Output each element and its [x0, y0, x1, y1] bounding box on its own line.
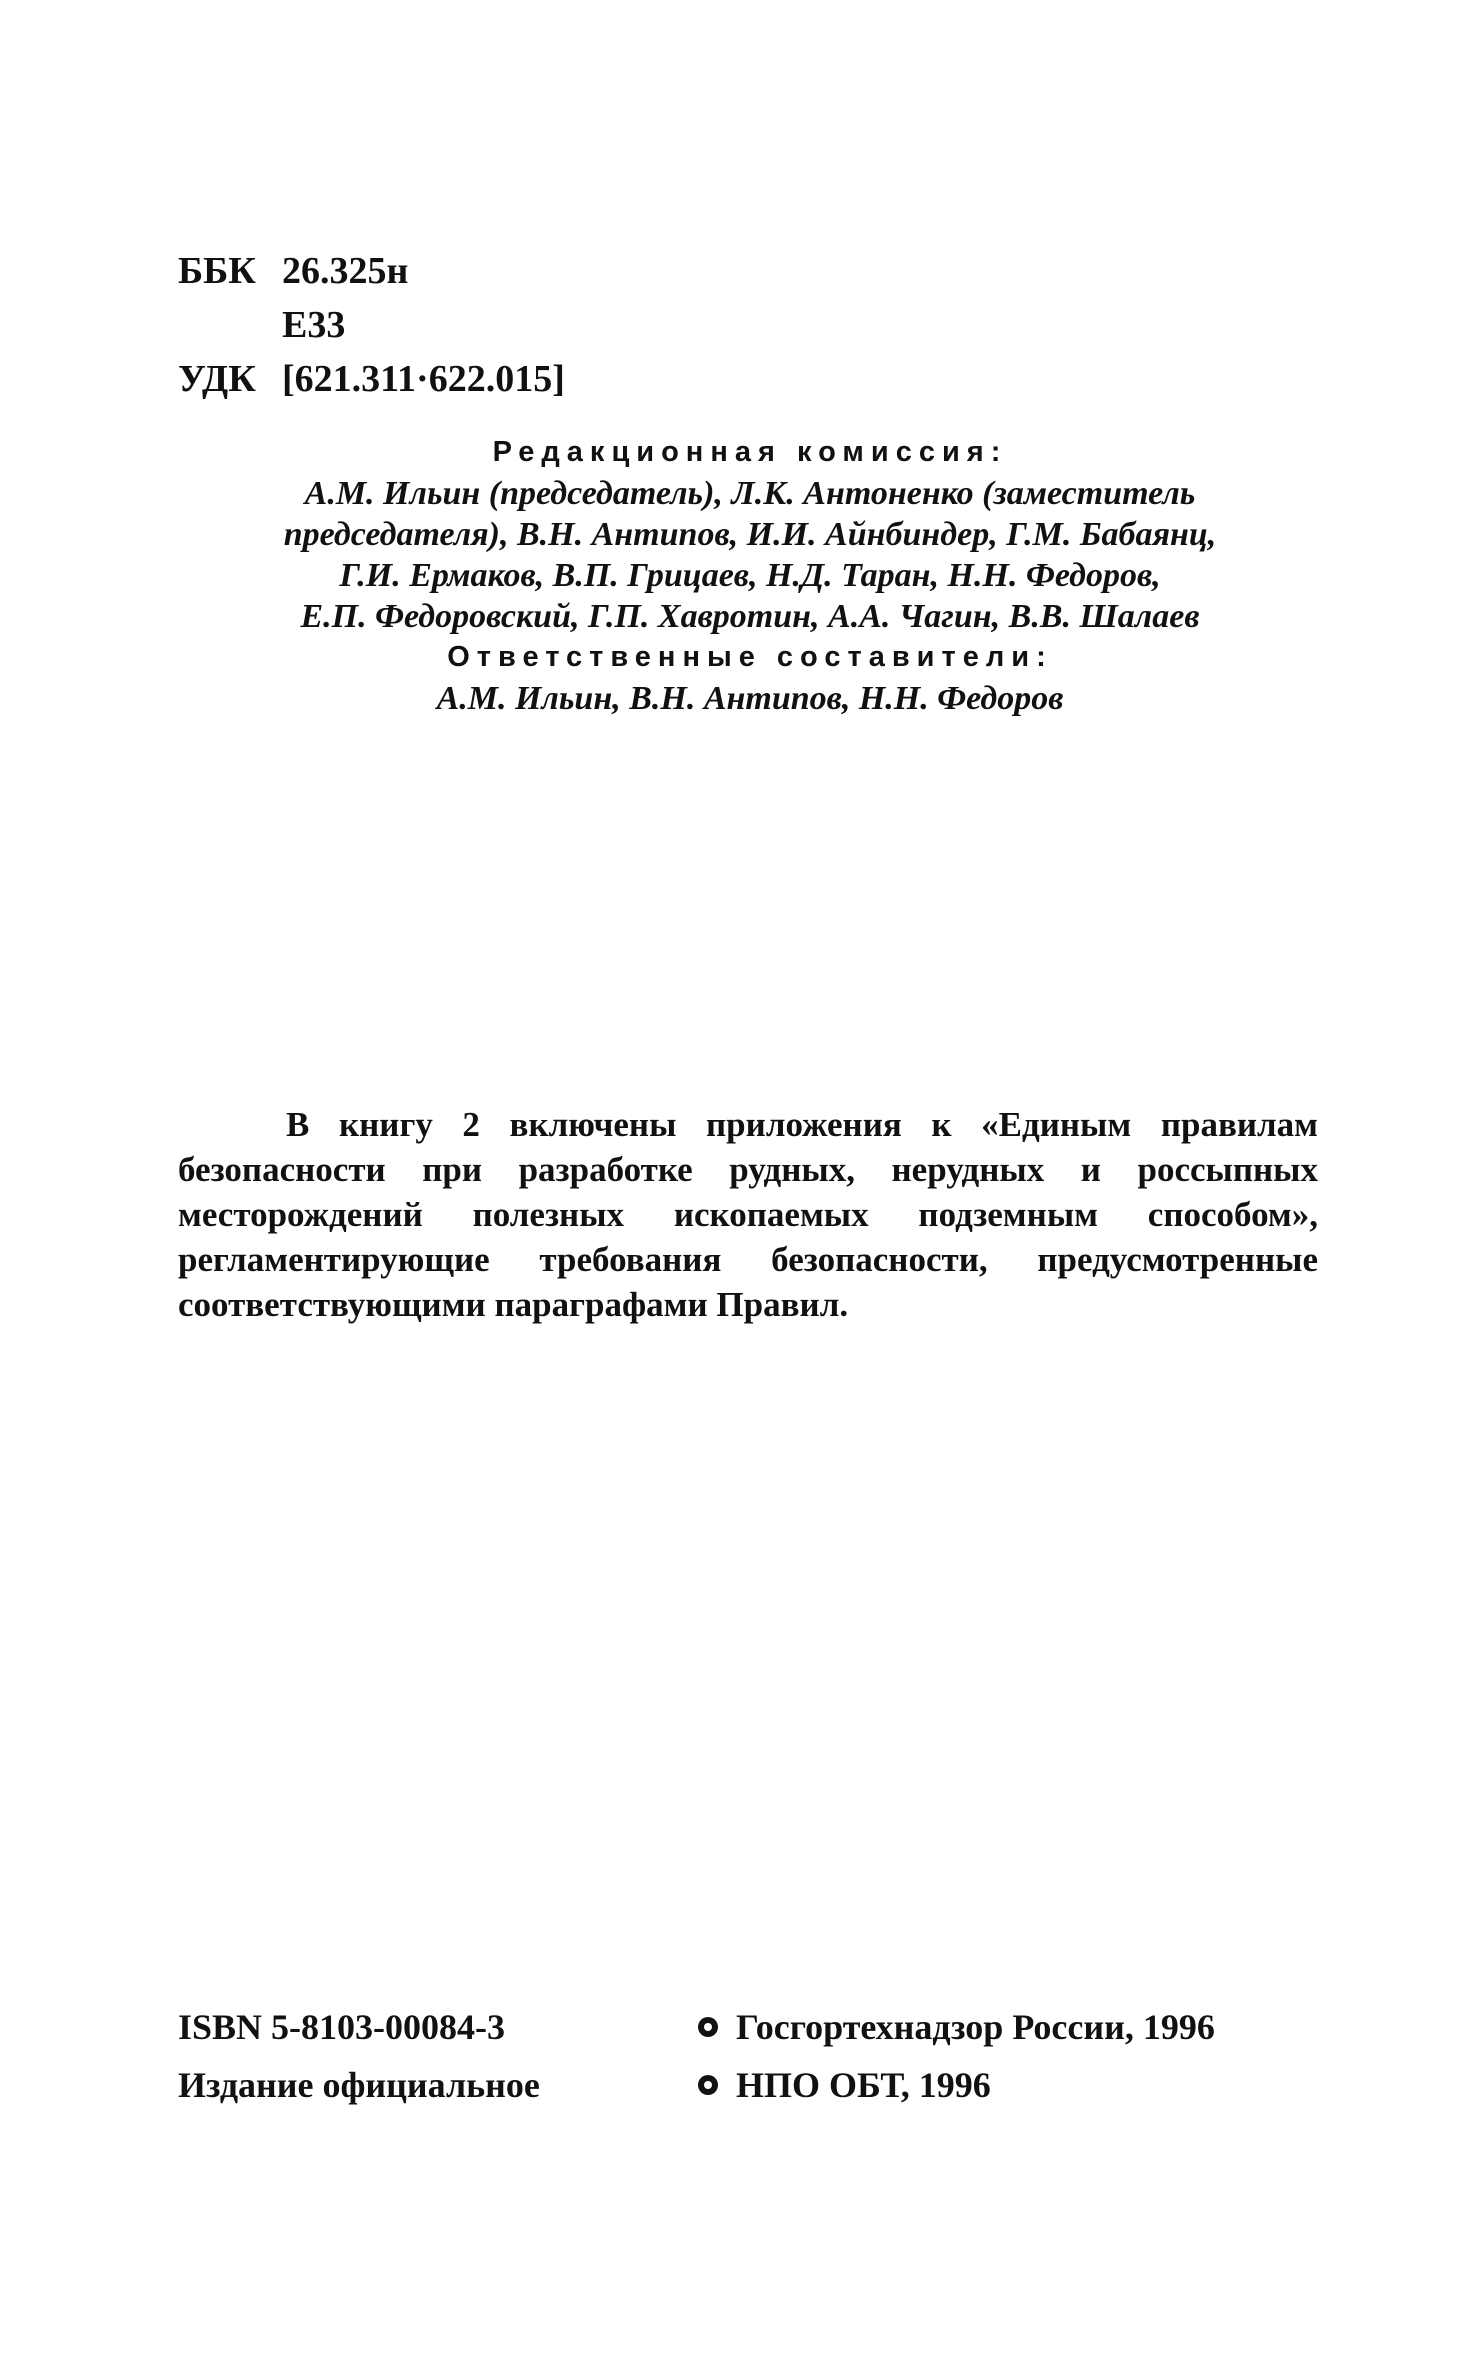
author-mark: Е33: [282, 304, 346, 346]
udk-row: [178, 352, 565, 406]
copyright-icon: [698, 2017, 718, 2037]
copyright-2: [698, 2056, 991, 2114]
commission-heading: Редакционная комиссия:: [492, 436, 1008, 468]
copyright-1: [698, 1998, 1215, 2056]
imprint-block: [178, 1998, 1318, 2114]
bbk-value: 26.325н: [282, 250, 409, 292]
editorial-commission: [180, 432, 1320, 719]
copyright-icon: [698, 2075, 718, 2095]
compilers-names: [180, 678, 1320, 719]
compilers-heading: Ответственные составители:: [447, 641, 1053, 673]
commission-names-line: А.М. Ильин (председатель), Л.К. Антоненко (заместитель: [304, 475, 1196, 512]
commission-names-line: Е.П. Федоровский, Г.П. Хавротин, А.А. Чагин, В.В. Шалаев: [300, 598, 1200, 635]
commission-names-line: Г.И. Ермаков, В.П. Грицаев, Н.Д. Таран, Н.Н. Федоров,: [339, 557, 1161, 594]
bbk-row: [178, 244, 565, 298]
bbk-label: ББК: [178, 250, 256, 292]
classification-block: [178, 244, 565, 406]
udk-label: УДК: [178, 358, 256, 400]
commission-names: [180, 473, 1320, 637]
udk-value: [621.311·622.015]: [282, 358, 565, 400]
edition-note: Издание официальное: [178, 2065, 540, 2105]
commission-names-line: председателя), В.Н. Антипов, И.И. Айнбиндер, Г.М. Бабаянц,: [283, 516, 1217, 553]
copyright-1-text: Госгортехнадзор России, 1996: [736, 2007, 1215, 2047]
imprint-row-1: [178, 1998, 1318, 2056]
isbn: ISBN 5-8103-00084-3: [178, 2007, 506, 2047]
copyright-2-text: НПО ОБТ, 1996: [736, 2065, 991, 2105]
annotation-paragraph: В книгу 2 включены приложения к «Единым правилам безопасности при разработке рудных, нерудных и россыпных месторождений полезных ископаемых подземным способом», регламентирующие требования безопасности, предусмотренные соответствующими параграфами Правил.: [178, 1105, 1318, 1324]
compilers-line: А.М. Ильин, В.Н. Антипов, Н.Н. Федоров: [436, 680, 1064, 717]
imprint-row-2: [178, 2056, 1318, 2114]
